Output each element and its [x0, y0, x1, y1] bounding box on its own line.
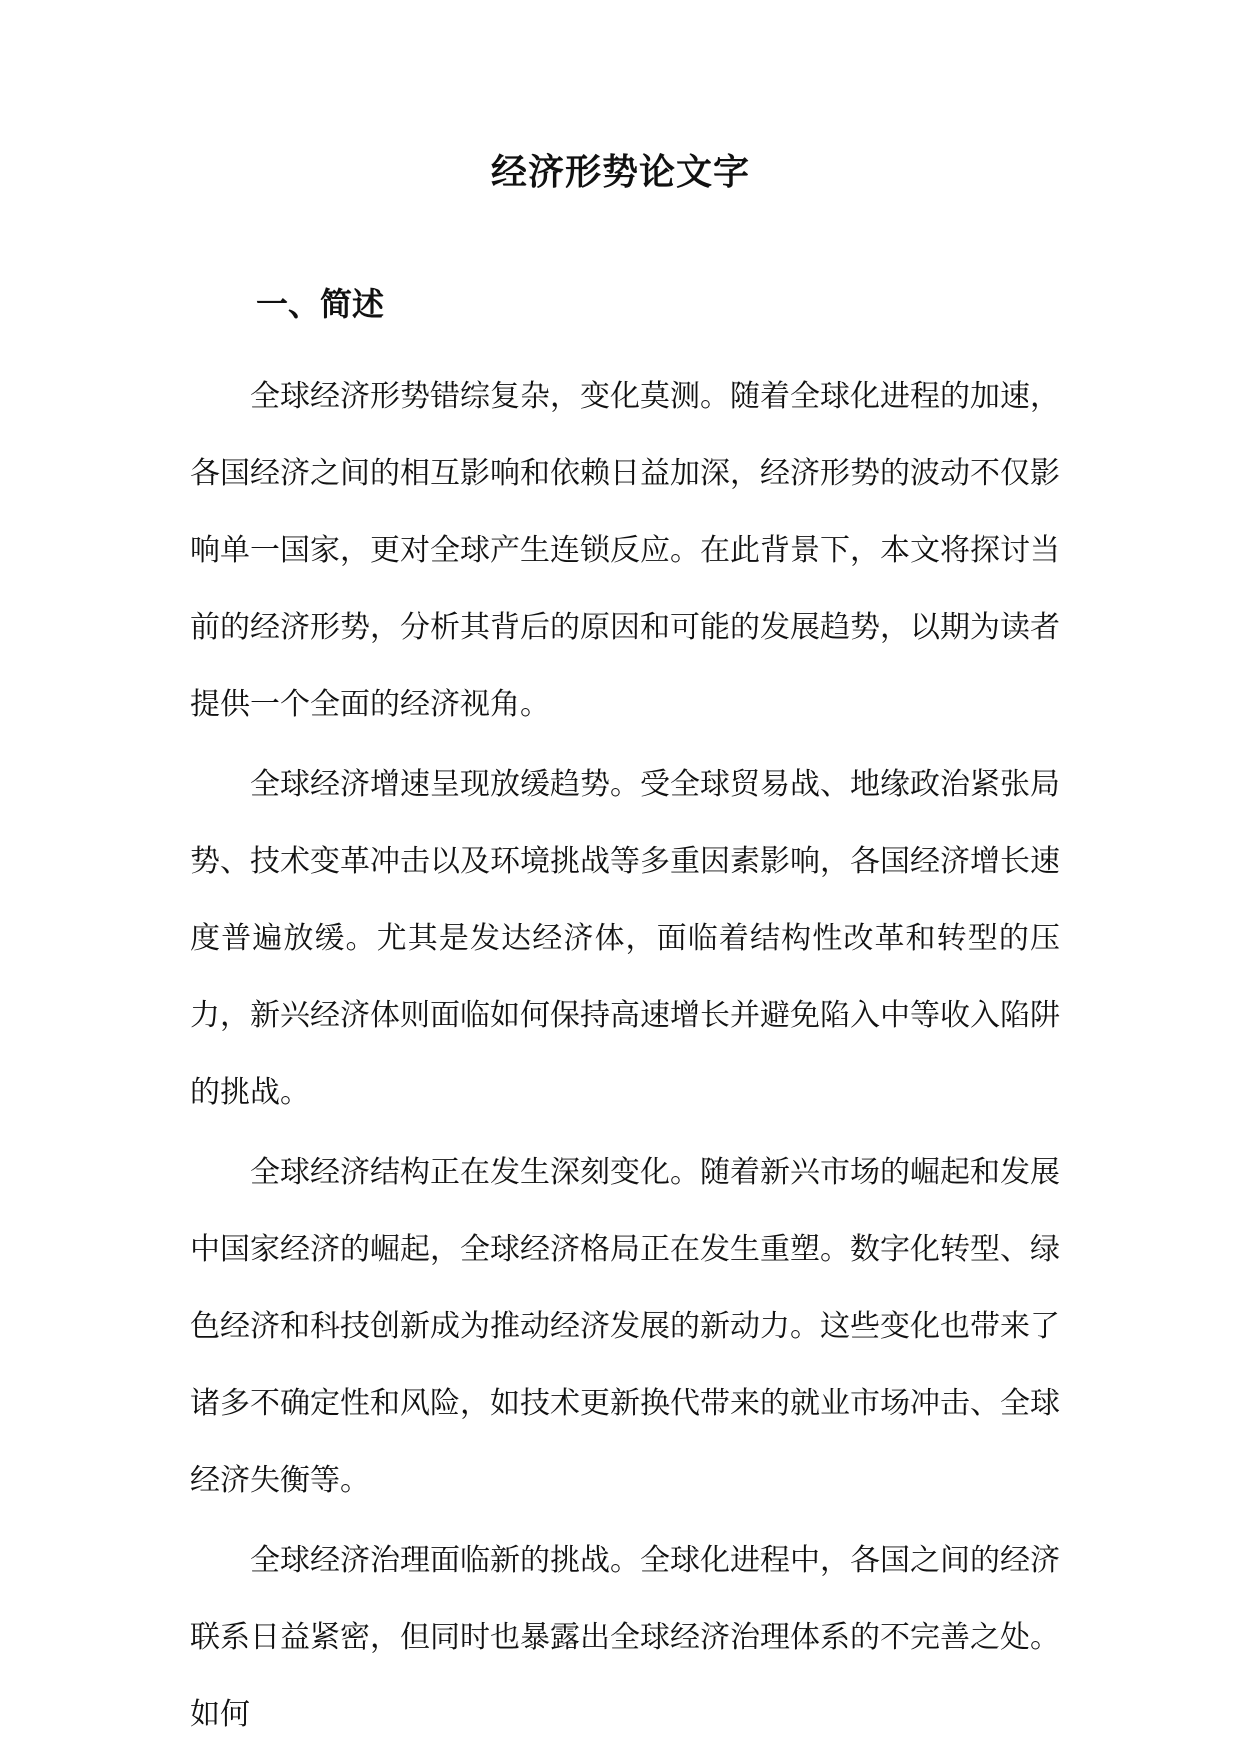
- paragraph: 全球经济增速呈现放缓趋势。受全球贸易战、地缘政治紧张局势、技术变革冲击以及环境挑战等多重因素影响，各国经济增长速度普遍放缓。尤其是发达经济体，面临着结构性改革和转型的压力，新兴经济体则面临如何保持高速增长并避免陷入中等收入陷阱的挑战。: [190, 767, 1060, 1110]
- section-heading: 一、简述: [256, 285, 385, 323]
- body-text: [190, 358, 1060, 1756]
- paragraph: 全球经济结构正在发生深刻变化。随着新兴市场的崛起和发展中国家经济的崛起，全球经济格局正在发生重塑。数字化转型、绿色经济和科技创新成为推动经济发展的新动力。这些变化也带来了诸多不确定性和风险，如技术更新换代带来的就业市场冲击、全球经济失衡等。: [190, 1155, 1060, 1498]
- document-title: 经济形势论文字: [490, 151, 750, 193]
- paragraph: 全球经济形势错综复杂，变化莫测。随着全球化进程的加速，各国经济之间的相互影响和依赖日益加深，经济形势的波动不仅影响单一国家，更对全球产生连锁反应。在此背景下，本文将探讨当前的经济形势，分析其背后的原因和可能的发展趋势，以期为读者提供一个全面的经济视角。: [190, 379, 1060, 722]
- paragraph: 全球经济治理面临新的挑战。全球化进程中，各国之间的经济联系日益紧密，但同时也暴露出全球经济治理体系的不完善之处。如何: [190, 1543, 1060, 1732]
